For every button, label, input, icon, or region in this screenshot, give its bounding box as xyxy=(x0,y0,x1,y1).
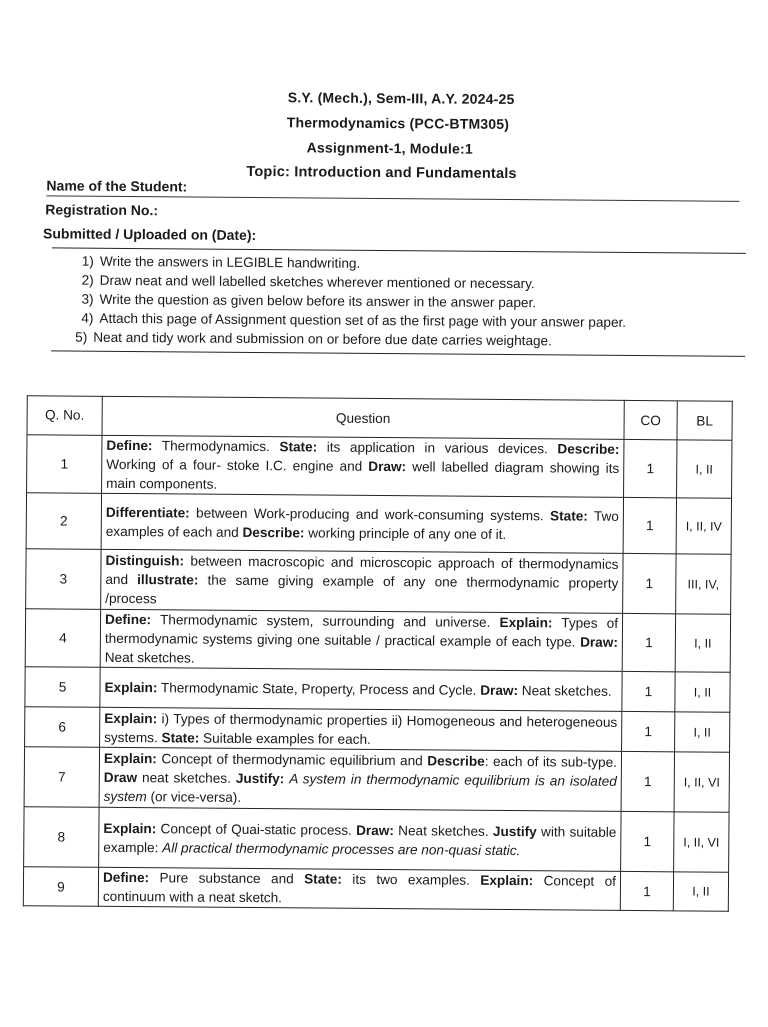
question-keyword: Explain: xyxy=(104,679,158,696)
course-outcome: 1 xyxy=(620,871,673,910)
question-fragment: between Work-producing and work-consuming systems. xyxy=(189,505,551,523)
question-number: 9 xyxy=(23,867,98,907)
table-row xyxy=(25,707,730,753)
question-fragment: well labelled diagram showing its main components. xyxy=(106,459,620,492)
instruction-text: Attach this page of Assignment question set of as the first page with your answer paper. xyxy=(99,310,627,330)
instruction-number: 4) xyxy=(81,310,94,326)
question-keyword: Describe xyxy=(427,753,485,769)
question-keyword: Draw: xyxy=(580,634,618,650)
table-row xyxy=(27,435,732,499)
questions-body xyxy=(23,435,732,912)
question-fragment: Neat sketches. xyxy=(104,649,195,666)
question-fragment: working principle of any one of it. xyxy=(304,524,507,542)
question-keyword: State: xyxy=(279,439,318,455)
instruction-number: 3) xyxy=(81,291,94,307)
table-row xyxy=(26,493,731,555)
course-outcome: 1 xyxy=(622,613,675,671)
question-number: 7 xyxy=(24,747,99,808)
header-question: Question xyxy=(102,396,624,439)
question-fragment: Concept of Quai-static process. xyxy=(156,820,357,838)
question-keyword: Explain: xyxy=(103,820,157,836)
question-text xyxy=(101,493,623,553)
table-row xyxy=(24,807,729,873)
question-keyword: Explain: xyxy=(103,750,157,767)
question-fragment: Suitable examples for each. xyxy=(199,730,371,747)
question-keyword: Draw: xyxy=(480,682,519,699)
table-row xyxy=(25,667,730,713)
instruction-text: Draw neat and well labelled sketches wherever mentioned or necessary. xyxy=(99,272,535,292)
question-number: 4 xyxy=(25,609,100,668)
registration-field: Registration No.: xyxy=(45,201,159,219)
instruction-text: Neat and tidy work and submission on or before due date carries weightage. xyxy=(93,329,553,349)
question-fragment: neat sketches. xyxy=(137,770,236,786)
question-keyword: State: xyxy=(550,507,588,524)
question-number: 3 xyxy=(26,549,101,610)
question-fragment: Two examples of each and xyxy=(105,508,619,540)
question-keyword: Define: xyxy=(102,869,150,886)
question-fragment: its two examples. xyxy=(341,871,481,888)
student-name-field: Name of the Student: xyxy=(46,177,739,201)
document-header xyxy=(2,83,768,189)
question-fragment: (or vice-versa). xyxy=(146,789,242,805)
question-fragment: Neat sketches. xyxy=(517,683,612,699)
question-keyword: Justify: xyxy=(235,770,285,787)
question-keyword: Draw: xyxy=(356,822,394,838)
table-row xyxy=(25,609,730,673)
question-text xyxy=(99,747,621,811)
header-topic-line: Topic: Introduction and Fundamentals xyxy=(246,163,517,183)
question-keyword: illustrate: xyxy=(137,572,199,588)
course-outcome: 1 xyxy=(621,811,674,871)
blooms-level: I, II xyxy=(677,440,732,498)
header-assignment-line: Assignment-1, Module:1 xyxy=(306,139,473,157)
question-keyword: Draw: xyxy=(368,458,407,475)
question-fragment: Concept of continuum with a neat sketch. xyxy=(102,873,617,906)
question-number: 6 xyxy=(25,707,100,748)
question-keyword: Describe: xyxy=(557,441,620,457)
table-row xyxy=(24,747,729,813)
question-fragment: Pure substance and xyxy=(149,870,305,887)
header-course-line: S.Y. (Mech.), Sem-III, A.Y. 2024-25 xyxy=(287,89,515,108)
question-fragment: the same giving example of any one thermodynamic property /process xyxy=(105,572,619,607)
question-keyword: Define: xyxy=(104,611,152,628)
question-keyword: Explain: xyxy=(499,614,553,631)
header-bl: BL xyxy=(677,401,732,440)
question-number: 1 xyxy=(27,435,102,494)
question-text xyxy=(100,609,622,671)
header-subject-line: Thermodynamics (PCC-BTM305) xyxy=(286,114,510,133)
question-fragment: Concept of thermodynamic equilibrium and xyxy=(156,751,428,769)
table-row xyxy=(23,867,728,912)
instruction-text: Write the answers in LEGIBLE handwriting. xyxy=(99,253,361,271)
question-fragment: Thermodynamic State, Property, Process and Cycle. xyxy=(157,680,481,698)
question-text xyxy=(100,667,622,711)
question-fragment: between macroscopic and microscopic approach of thermodynamics and xyxy=(105,553,619,588)
question-keyword: Explain: xyxy=(480,872,534,889)
question-number: 8 xyxy=(24,807,99,868)
question-text xyxy=(99,807,621,871)
instruction-number: 5) xyxy=(75,329,88,345)
question-fragment: its application in various devices. xyxy=(317,439,558,457)
blooms-level: III, IV, xyxy=(676,554,731,614)
course-outcome: 1 xyxy=(623,497,676,553)
table-row xyxy=(26,549,731,615)
question-keyword: Distinguish: xyxy=(105,552,185,569)
instruction-number: 1) xyxy=(81,253,94,269)
question-text xyxy=(102,435,624,497)
question-keyword: Differentiate: xyxy=(105,504,190,521)
blooms-level: I, II, IV xyxy=(676,498,731,554)
blooms-level: I, II xyxy=(673,872,728,911)
header-co: CO xyxy=(624,400,677,439)
question-fragment: Thermodynamics. xyxy=(152,438,280,455)
blooms-level: I, II, VI xyxy=(674,752,729,812)
submitted-date-field: Submitted / Uploaded on (Date): xyxy=(43,225,257,244)
question-fragment: with suitable example: xyxy=(103,823,617,855)
question-fragment: All practical thermodynamic processes are non-quasi static. xyxy=(162,839,521,858)
question-fragment: Types of thermodynamic systems giving one suitable / practical example of each type. xyxy=(104,615,619,650)
course-outcome: 1 xyxy=(623,553,676,613)
question-number: 2 xyxy=(26,493,101,550)
question-keyword: Explain: xyxy=(104,710,158,726)
question-keyword: Define: xyxy=(106,437,153,454)
instruction-text: Write the question as given below before its answer in the answer paper. xyxy=(99,291,537,311)
question-keyword: Describe: xyxy=(242,524,305,540)
instruction-number: 2) xyxy=(81,272,94,288)
question-keyword: State: xyxy=(304,871,342,887)
blooms-level: I, II, VI xyxy=(674,812,729,872)
blooms-level: I, II xyxy=(675,712,730,752)
table-header-row xyxy=(27,396,732,441)
question-keyword: State: xyxy=(161,729,200,746)
question-text xyxy=(100,707,622,751)
course-outcome: 1 xyxy=(624,439,677,497)
question-text xyxy=(98,867,620,910)
question-number: 5 xyxy=(25,667,100,708)
question-fragment: Working of a four- stoke I.C. engine and xyxy=(106,456,369,474)
question-text xyxy=(101,549,623,613)
instructions-list xyxy=(51,247,746,356)
question-fragment: i) Types of thermodynamic properties ii) Homogeneous and heterogeneous systems. xyxy=(104,710,618,745)
header-qno: Q. No. xyxy=(27,396,102,436)
questions-table xyxy=(23,395,733,912)
course-outcome: 1 xyxy=(622,671,675,711)
blooms-level: I, II xyxy=(675,672,730,712)
blooms-level: I, II xyxy=(675,614,730,672)
course-outcome: 1 xyxy=(622,711,675,751)
course-outcome: 1 xyxy=(621,751,674,811)
question-fragment: A system in thermodynamic equilibrium is an isolated system xyxy=(103,771,617,805)
question-fragment: Thermodynamic system, surrounding and universe. xyxy=(151,612,500,630)
question-keyword: Draw xyxy=(103,769,138,786)
question-fragment: Neat sketches. xyxy=(393,822,493,839)
question-fragment: : each of its sub-type. xyxy=(484,753,618,770)
question-keyword: Justify xyxy=(492,823,537,839)
